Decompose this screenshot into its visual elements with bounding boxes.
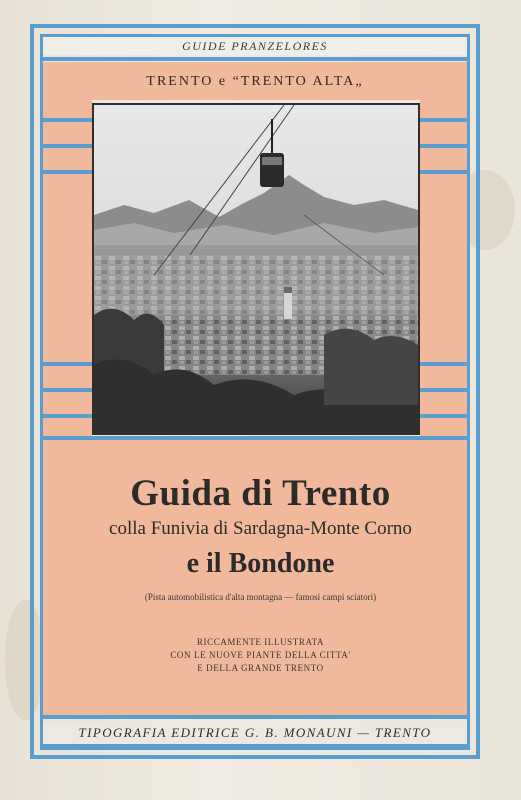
cover-photograph [92,103,420,435]
header-title: TRENTO e “TRENTO ALTA„ [43,62,467,100]
cover-note: (Pista automobilistica d'alta montagna — famosi campi sciatori) [144,592,377,602]
divider-line [43,57,467,61]
publisher-imprint: TIPOGRAFIA EDITRICE G. B. MONAUNI — TRENTO [43,722,467,744]
cover-title: Guida di Trento [130,473,391,514]
cover-subtitle-bondone: e il Bondone [186,548,335,579]
series-name: GUIDE PRANZELORES [43,37,467,55]
description-line-3: E DELLA GRANDE TRENTO [197,663,324,673]
description-line-2: CON LE NUOVE PIANTE DELLA CITTA' [170,650,351,660]
right-side-panel [420,100,467,440]
divider-line [43,744,467,748]
description-line-1: RICCAMENTE ILLUSTRATA [196,637,325,647]
city-panorama-image [94,105,418,433]
divider-line [43,715,467,719]
cover-subtitle: colla Funivia di Sardagna-Monte Corno [109,518,412,539]
left-side-panel [43,100,92,440]
